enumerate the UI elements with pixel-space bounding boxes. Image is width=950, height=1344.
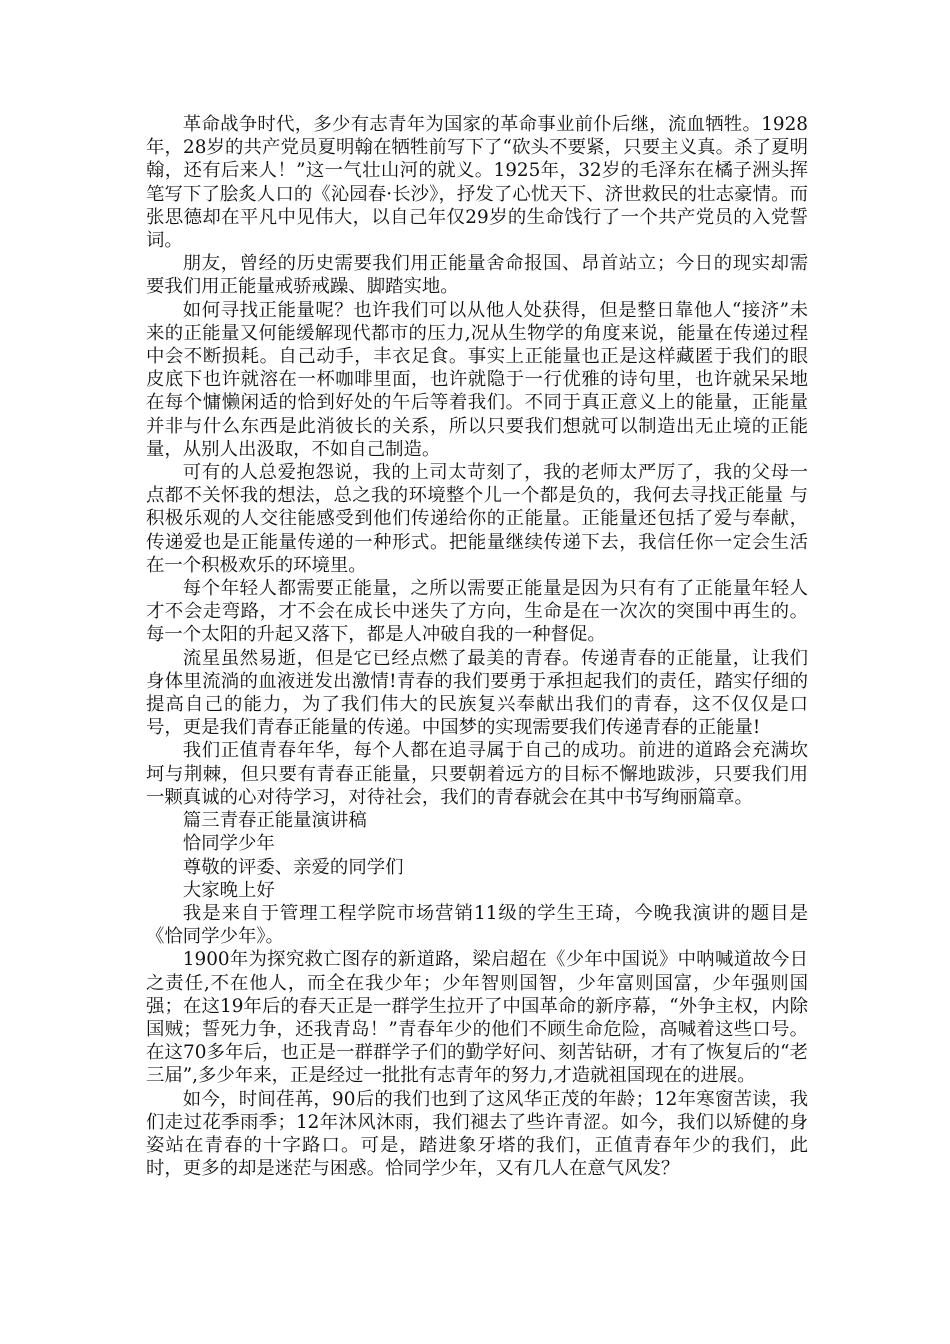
speech-title: 恰同学少年 [182, 833, 275, 855]
paragraph-complaints: 可有的人总爱抱怨说，我的上司太苛刻了，我的老师太严厉了，我的父母一点都不关怀我的想法，总之我的环境整个儿一个都是负的，我何去寻找正能量 与积极乐观的人交往能感受到他们传递给你的正能量。正能量还包括了爱与奉献，传递爱也是正能量传递的一种形式。把能量继续传递下去，我信任你一定会生活在一个积极欢乐的环境里。 [146, 462, 808, 576]
paragraph-revolution-era: 革命战争时代，多少有志青年为国家的革命事业前仆后继，流血牺牲。1928年，28岁的共产党员夏明翰在牺牲前写下了“砍头不要紧，只要主义真。杀了夏明翰，还有后来人！”这一气壮山河的就义。1925年，32岁的毛泽东在橘子洲头挥笔写下了脍炙人口的《沁园春·长沙》，抒发了心忧天下、济世救民的壮志豪情。而张思德却在平凡中见伟大，以自己年仅29岁的生命饯行了一个共产党员的入党誓词。 [146, 114, 808, 252]
paragraph-young-people: 每个年轻人都需要正能量，之所以需要正能量是因为只有有了正能量年轻人才不会走弯路，才不会在成长中迷失了方向，生命是在一次次的突围中再生的。每一个太阳的升起又落下，都是人冲破自我的一种督促。 [146, 578, 808, 646]
paragraph-finding-positive-energy: 如何寻找正能量呢？也许我们可以从他人处获得，但是整日靠他人“接济”未来的正能量又何能缓解现代都市的压力,况从生物学的角度来说，能量在传递过程中会不断损耗。自己动手，丰衣足食。事实上正能量也正是这样藏匿于我们的眼皮底下也许就溶在一杯咖啡里面，也许就隐于一行优雅的诗句里，也许就呆呆地在每个慵懒闲适的恰到好处的午后等着我们。不同于真正意义上的能量，正能量并非与什么东西是此消彼长的关系，所以只要我们想就可以制造出无止境的正能量，从别人出汲取，不如自己制造。 [146, 299, 808, 460]
document-body [146, 113, 808, 1180]
paragraph-1900: 1900年为探究救亡图存的新道路，梁启超在《少年中国说》中呐喊道故今日之责任,不在他人，而全在我少年；少年智则国智，少年富则国富，少年强则国强；在这19年后的春天正是一群学生拉开了中国革命的新序幕，“外争主权，内除国贼；誓死力争，还我青岛！”青春年少的他们不顾生命危险，高喊着这些口号。在这70多年后，也正是一群群学子们的勤学好问、刻苦钻研，才有了恢复后的“老三届”,多少年来，正是经过一批批有志青年的努力,才造就祖国现在的进展。 [146, 949, 808, 1087]
salutation: 尊敬的评委、亲爱的同学们 [182, 856, 404, 878]
section-heading: 篇三青春正能量演讲稿 [182, 810, 367, 832]
paragraph-youth-years: 我们正值青春年华，每个人都在追寻属于自己的成功。前进的道路会充满坎坷与荆棘，但只要有青春正能量，只要朝着远方的目标不懈地跋涉，只要我们用一颗真诚的心对待学习，对待社会，我们的青春就会在其中书写绚丽篇章。 [146, 740, 808, 808]
paragraph-self-introduction: 我是来自于管理工程学院市场营销11级的学生王琦，今晚我演讲的题目是《恰同学少年》。 [146, 902, 808, 948]
paragraph-nowadays: 如今，时间荏苒，90后的我们也到了这风华正茂的年龄；12年寒窗苦读，我们走过花季雨季；12年沐风沐雨，我们褪去了些许青涩。如今，我们以矫健的身姿站在青春的十字路口。可是，踏进象牙塔的我们，正值青春年少的我们，此时，更多的却是迷茫与困惑。恰同学少年，又有几人在意气风发？ [146, 1088, 808, 1180]
paragraph-history-and-today: 朋友，曾经的历史需要我们用正能量舍命报国、昂首站立；今日的现实却需要我们用正能量戒骄戒躁、脚踏实地。 [146, 253, 808, 298]
greeting: 大家晚上好 [182, 879, 275, 901]
paragraph-meteor: 流星虽然易逝，但是它已经点燃了最美的青春。传递青春的正能量，让我们身体里流淌的血液迸发出激情!青春的我们要勇于承担起我们的责任，踏实仔细的提高自己的能力，为了我们伟大的民族复兴奉献出我们的青春，这不仅仅是口号，更是我们青春正能量的传递。中国梦的实现需要我们传递青春的正能量! [146, 647, 808, 739]
